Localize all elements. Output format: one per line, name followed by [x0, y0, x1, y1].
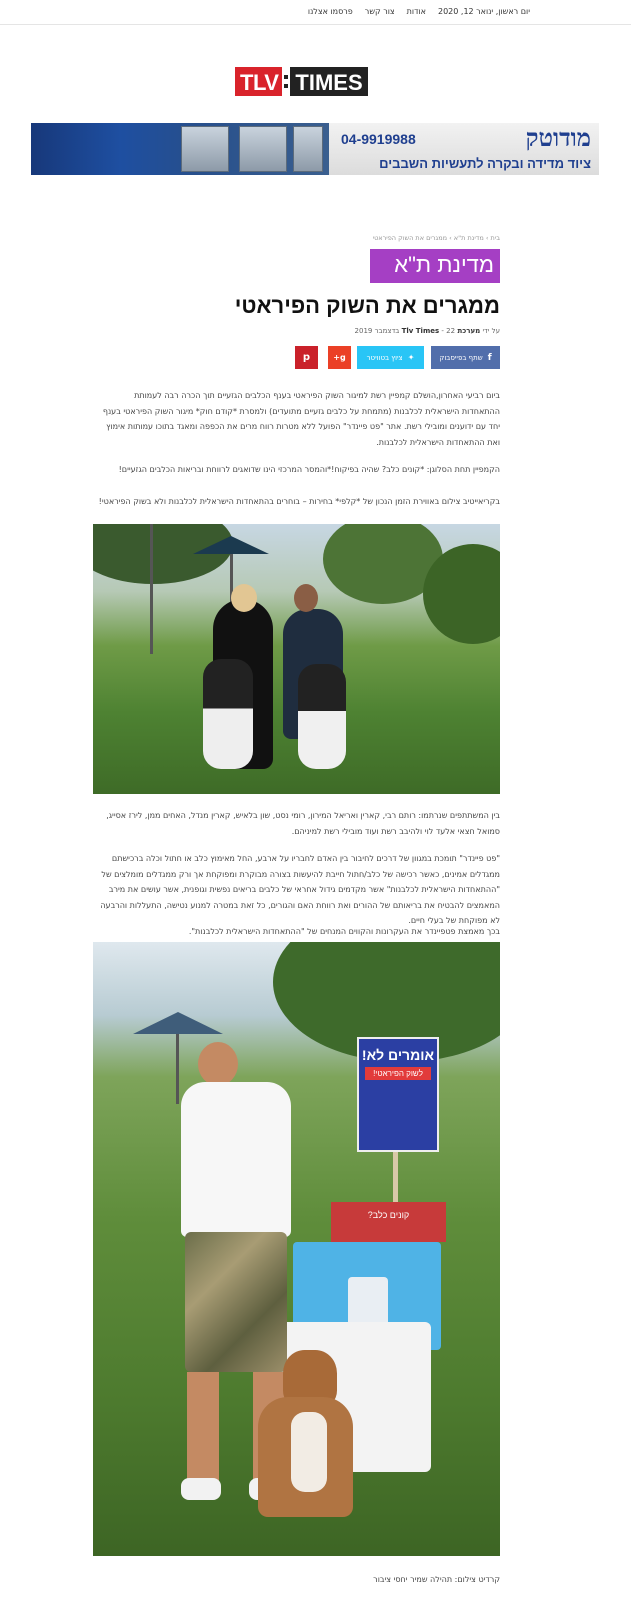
sign-text-2: לשוק הפיראטי! — [365, 1067, 431, 1080]
top-link-about[interactable]: אודות — [406, 7, 426, 16]
article-paragraph-6: בכך מאמצת פטפיינדר את העקרונות והקווים המנחים של "ההתאחדות הישראלית לכלבנות". — [188, 927, 500, 936]
author-prefix: על ידי — [482, 327, 500, 335]
article-photo-couple-dogs — [93, 524, 500, 794]
share-twitter-label: ציוץ בטוויטר — [366, 353, 403, 362]
top-link-contact[interactable]: צור קשר — [364, 7, 395, 16]
sign-text-1: אומרים לא! — [361, 1047, 435, 1063]
top-link-advertise[interactable]: פרסמו אצלנו — [307, 7, 353, 16]
breadcrumb-current: ממגרים את השוק הפיראטי — [372, 234, 448, 242]
top-bar — [0, 0, 631, 25]
share-facebook-label: שתף בפייסבוק — [439, 353, 483, 362]
article-paragraph-2: הקמפיין תחת הסלוגן: *קונים כלב? שהיה בפיקוח!*והמסר המרכזי הינו שדואגים לרווחת ובריאות הכלבים הגזעיים! — [118, 465, 500, 474]
article-photo-man-boxer-ballot — [93, 942, 500, 1556]
share-facebook-button[interactable] — [431, 346, 500, 369]
article-paragraph-4: בין המשתתפים שנרתמו: רותם רבי, קארין ואריאל המירון, רומי נסט, שון בלאיש, קארין מנדל, האחים ממן, לירז אסייג, סמואל חצאי אלעד לוי ולהיבב רשת ועוד מובילי רשת למיניהם. — [106, 811, 500, 836]
article-paragraph-3: בקריאייטיב צילום באווירת הזמן הנכון של *קלפי* בחירות – בוחרים בהתאחדות הישראלית לכלבנות ולא בשוק הפיראטי! — [98, 497, 500, 506]
banner-tagline: ציוד מדידה ובקרה לתעשיות השבבים — [379, 156, 591, 171]
breadcrumb-home[interactable]: בית — [490, 234, 500, 242]
article-paragraph-5: "פט פיינדר" תומכת במגוון של דרכים לחיבור בין האדם לחבריו על ארבע, החל מאימוץ כלב או חתול וכלה ברכישתם ממגדלים אמינים, כאשר רכישה של כלב/חתול חייבת להיעשות בצורה מבוקרת ומפוקחת אך ורק ממגדלים מומלצים של "ההתאחדות הישראלית לכלבנות" אשר מקדמים גידול אחראי של כלבים בריאים נפשית וגופנית, אשר עושים את מירב המאמצים להבטיח את בריאותם של ההורים ואת רווחת האם והגורים, כל זאת במטרה למנוע נטישה, התעללות והרבעה לא מפוקחת של בעלי חיים. — [100, 854, 500, 925]
article-paragraph-1: ביום רביעי האחרון,הושלם קמפיין רשת למיגור השוק הפיראטי בענף הכלבים הגזעיים תוך הכרה רבה לעמותת ההתאחדות הישראלית לכלבנות (מתמחת על כלבים גזעיים מתועדים) ולמסרת *קודם חוק* מיגור השוק הפיראטי בענף יחד עם ידוענים ומובילי רשת. אתר "פט פיינדר" הפועל ללא מטרות רווח מרים את הכפפה ומאגד בתוכו עמותות אימוץ ואת ההתאחדות הישראלית לכלבנות. — [102, 391, 500, 447]
top-bar-nav — [292, 7, 530, 16]
pinterest-icon: p — [302, 352, 311, 363]
photo-credit: קרדיט צילום: תהילה שמיר יחסי ציבור — [373, 1575, 500, 1584]
banner-text-area — [329, 123, 599, 175]
banner-brand: מודוטק — [525, 126, 591, 152]
twitter-icon: ✦ — [407, 353, 415, 362]
logo-separator — [282, 67, 290, 96]
banner-ad[interactable] — [31, 123, 599, 175]
breadcrumb: בית › מדינת ת"א › ממגרים את השוק הפיראטי — [372, 234, 500, 242]
top-bar-date: יום ראשון, ינואר 12, 2020 — [437, 7, 530, 16]
facebook-icon: f — [487, 352, 492, 363]
share-pinterest-button[interactable] — [295, 346, 318, 369]
logo-tlv: TLV — [235, 67, 282, 96]
article-title: ממגרים את השוק הפיראטי — [234, 293, 500, 318]
site-logo[interactable] — [235, 67, 368, 96]
breadcrumb-category[interactable]: מדינת ת"א — [453, 234, 484, 242]
article-date: 22 בדצמבר 2019 — [354, 327, 456, 335]
banner-image — [31, 123, 329, 175]
author-name[interactable]: מערכת Tlv Times — [401, 327, 481, 335]
banner-phone: 04-9919988 — [341, 131, 416, 147]
category-badge[interactable]: מדינת ת"א — [370, 249, 500, 283]
google-plus-icon: g+ — [333, 353, 346, 362]
share-twitter-button[interactable] — [357, 346, 424, 369]
article-meta: על ידי מערכת Tlv Times - 22 בדצמבר 2019 — [354, 327, 500, 335]
share-googleplus-button[interactable] — [328, 346, 351, 369]
sign-text-3: קונים כלב? — [331, 1202, 446, 1242]
logo-times: TIMES — [290, 67, 367, 96]
